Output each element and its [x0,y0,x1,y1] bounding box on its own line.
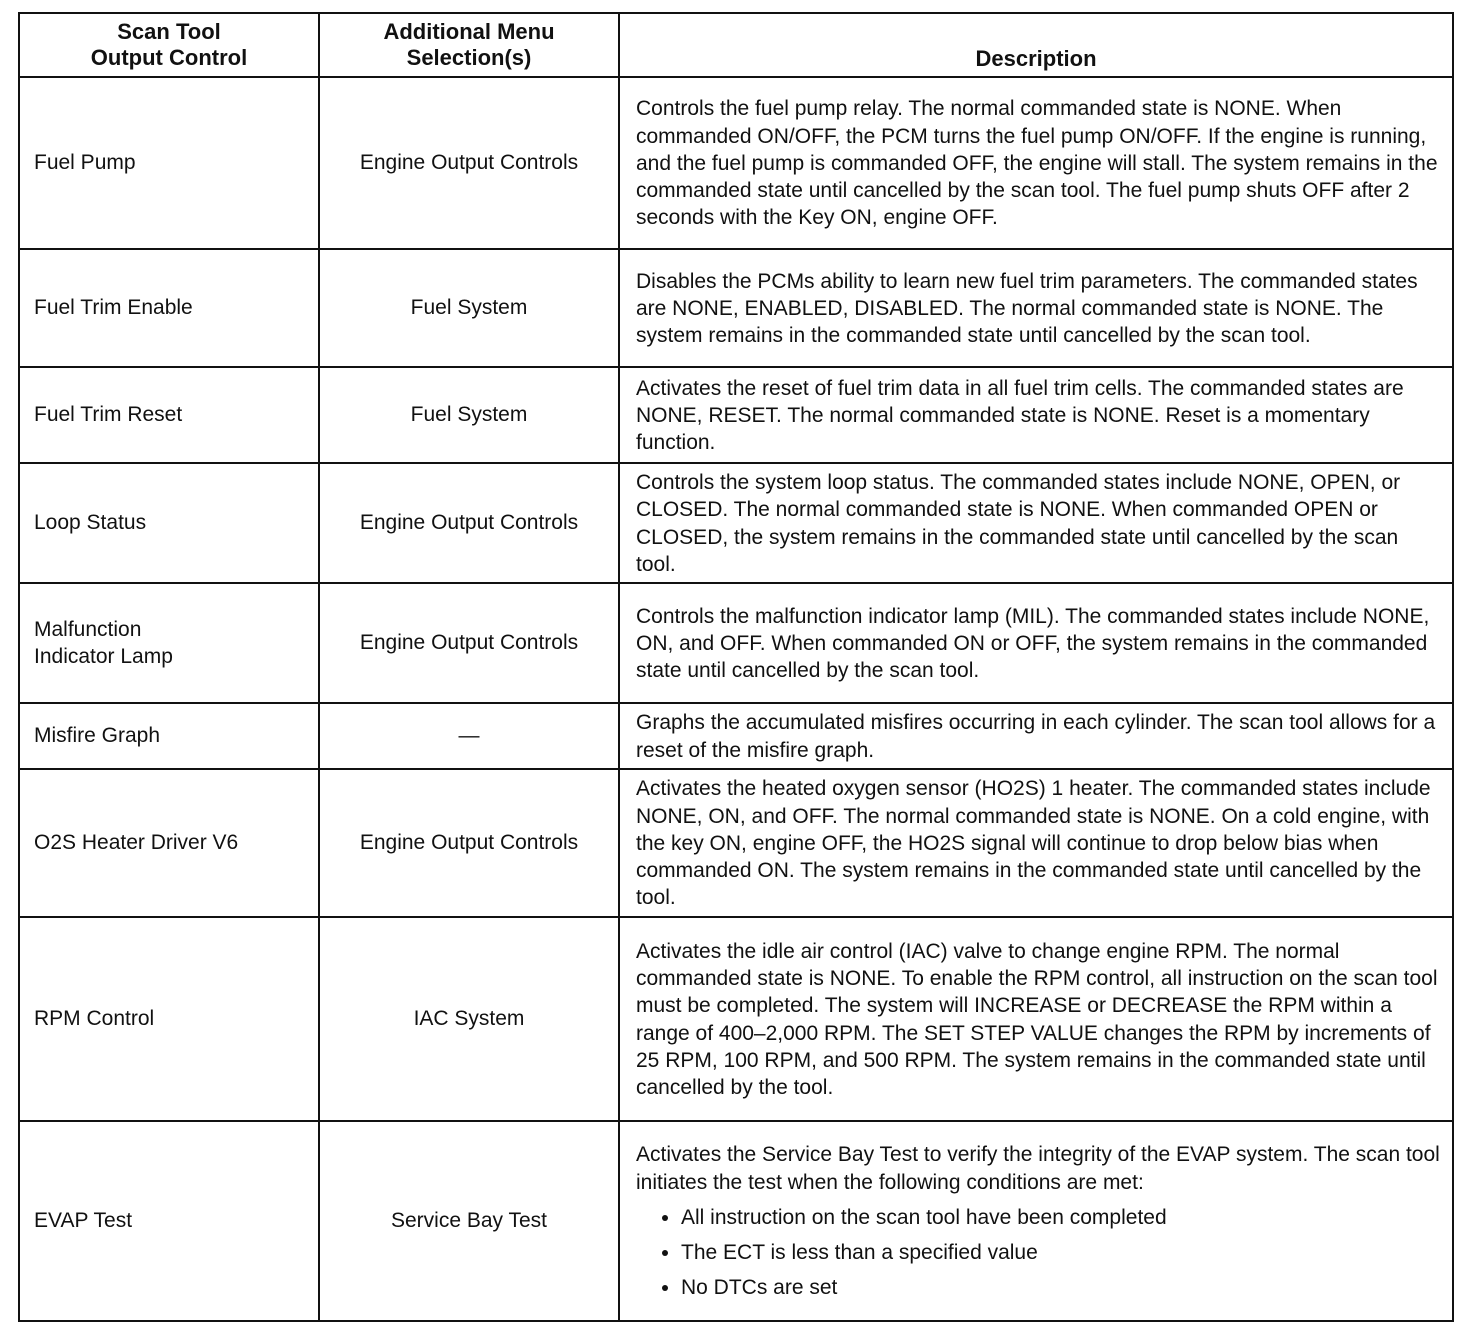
cell-control: RPM Control [19,917,319,1121]
header-control-line1: Scan Tool [117,18,221,44]
cell-menu: Fuel System [319,249,619,367]
header-scan-tool-output-control [19,13,319,77]
table-row-rpm-control [19,917,1453,1121]
scan-tool-output-control-table [18,12,1454,1322]
table-row-loop-status [19,463,1453,583]
header-description: Description [619,13,1453,77]
cell-description: Activates the reset of fuel trim data in all fuel trim cells. The commanded states are NONE, RESET. The normal commanded state is NONE. Reset is a momentary function. [619,367,1453,463]
table-row-malfunction-indicator-lamp [19,583,1453,703]
cell-menu: Engine Output Controls [319,583,619,703]
cell-menu: IAC System [319,917,619,1121]
cell-description: Disables the PCMs ability to learn new fuel trim parameters. The commanded states are NONE, ENABLED, DISABLED. The normal commanded state is NONE. The system remains in the commanded state until cancelled by the scan tool. [619,249,1453,367]
cell-menu: — [319,703,619,769]
cell-description: Activates the idle air control (IAC) valve to change engine RPM. The normal commanded state is NONE. To enable the RPM control, all instruction on the scan tool must be completed. The system will INCREASE or DECREASE the RPM within a range of 400–2,000 RPM. The SET STEP VALUE changes the RPM by increments of 25 RPM, 100 RPM, and 500 RPM. The system remains in the commanded state until cancelled by the tool. [619,917,1453,1121]
evap-description-text: Activates the Service Bay Test to verify the integrity of the EVAP system. The scan tool initiates the test when the following conditions are met: [636,1143,1440,1194]
cell-description: Activates the heated oxygen sensor (HO2S) 1 heater. The commanded states include NONE, ON, and OFF. The normal commanded state is NONE. On a cold engine, with the key ON, engine OFF, the HO2S signal will continue to drop below bias when commanded ON. The system remains in the commanded state until cancelled by the tool. [619,769,1453,917]
cell-menu: Engine Output Controls [319,77,619,249]
cell-control: Malfunction Indicator Lamp [19,583,319,703]
cell-description [619,1121,1453,1321]
table-row-evap-test [19,1121,1453,1321]
table-row-misfire-graph [19,703,1453,769]
cell-control: Fuel Trim Reset [19,367,319,463]
cell-control: Fuel Pump [19,77,319,249]
header-control-line2: Output Control [90,44,248,70]
evap-conditions-list [636,1204,1442,1302]
cell-menu: Service Bay Test [319,1121,619,1321]
list-item: • The ECT is less than a specified value [681,1239,1442,1266]
cell-control: Loop Status [19,463,319,583]
cell-description: Controls the system loop status. The commanded states include NONE, OPEN, or CLOSED. The normal commanded state is NONE. When commanded OPEN or CLOSED, the system remains in the commanded state until cancelled by the scan tool. [619,463,1453,583]
header-menu-line2: Selection(s) [406,44,532,70]
table-row-o2s-heater-driver-v6 [19,769,1453,917]
table-row-fuel-pump [19,77,1453,249]
cell-description: Graphs the accumulated misfires occurring in each cylinder. The scan tool allows for a reset of the misfire graph. [619,703,1453,769]
header-row [19,13,1453,77]
cell-control: O2S Heater Driver V6 [19,769,319,917]
table-row-fuel-trim-reset [19,367,1453,463]
cell-description: Controls the fuel pump relay. The normal commanded state is NONE. When commanded ON/OFF, the PCM turns the fuel pump ON/OFF. If the engine is running, and the fuel pump is commanded OFF, the engine will stall. The system remains in the commanded state until cancelled by the scan tool. The fuel pump shuts OFF after 2 seconds with the Key ON, engine OFF. [619,77,1453,249]
cell-control: Misfire Graph [19,703,319,769]
header-menu-line1: Additional Menu [383,18,555,44]
cell-control: EVAP Test [19,1121,319,1321]
list-item: • All instruction on the scan tool have been completed [681,1204,1442,1231]
cell-control: Fuel Trim Enable [19,249,319,367]
cell-menu: Engine Output Controls [319,463,619,583]
cell-menu: Engine Output Controls [319,769,619,917]
cell-description: Controls the malfunction indicator lamp (MIL). The commanded states include NONE, ON, and OFF. When commanded ON or OFF, the system remains in the commanded state until cancelled by the scan tool. [619,583,1453,703]
list-item: • No DTCs are set [681,1274,1442,1301]
table-row-fuel-trim-enable [19,249,1453,367]
cell-menu: Fuel System [319,367,619,463]
header-additional-menu-selections [319,13,619,77]
